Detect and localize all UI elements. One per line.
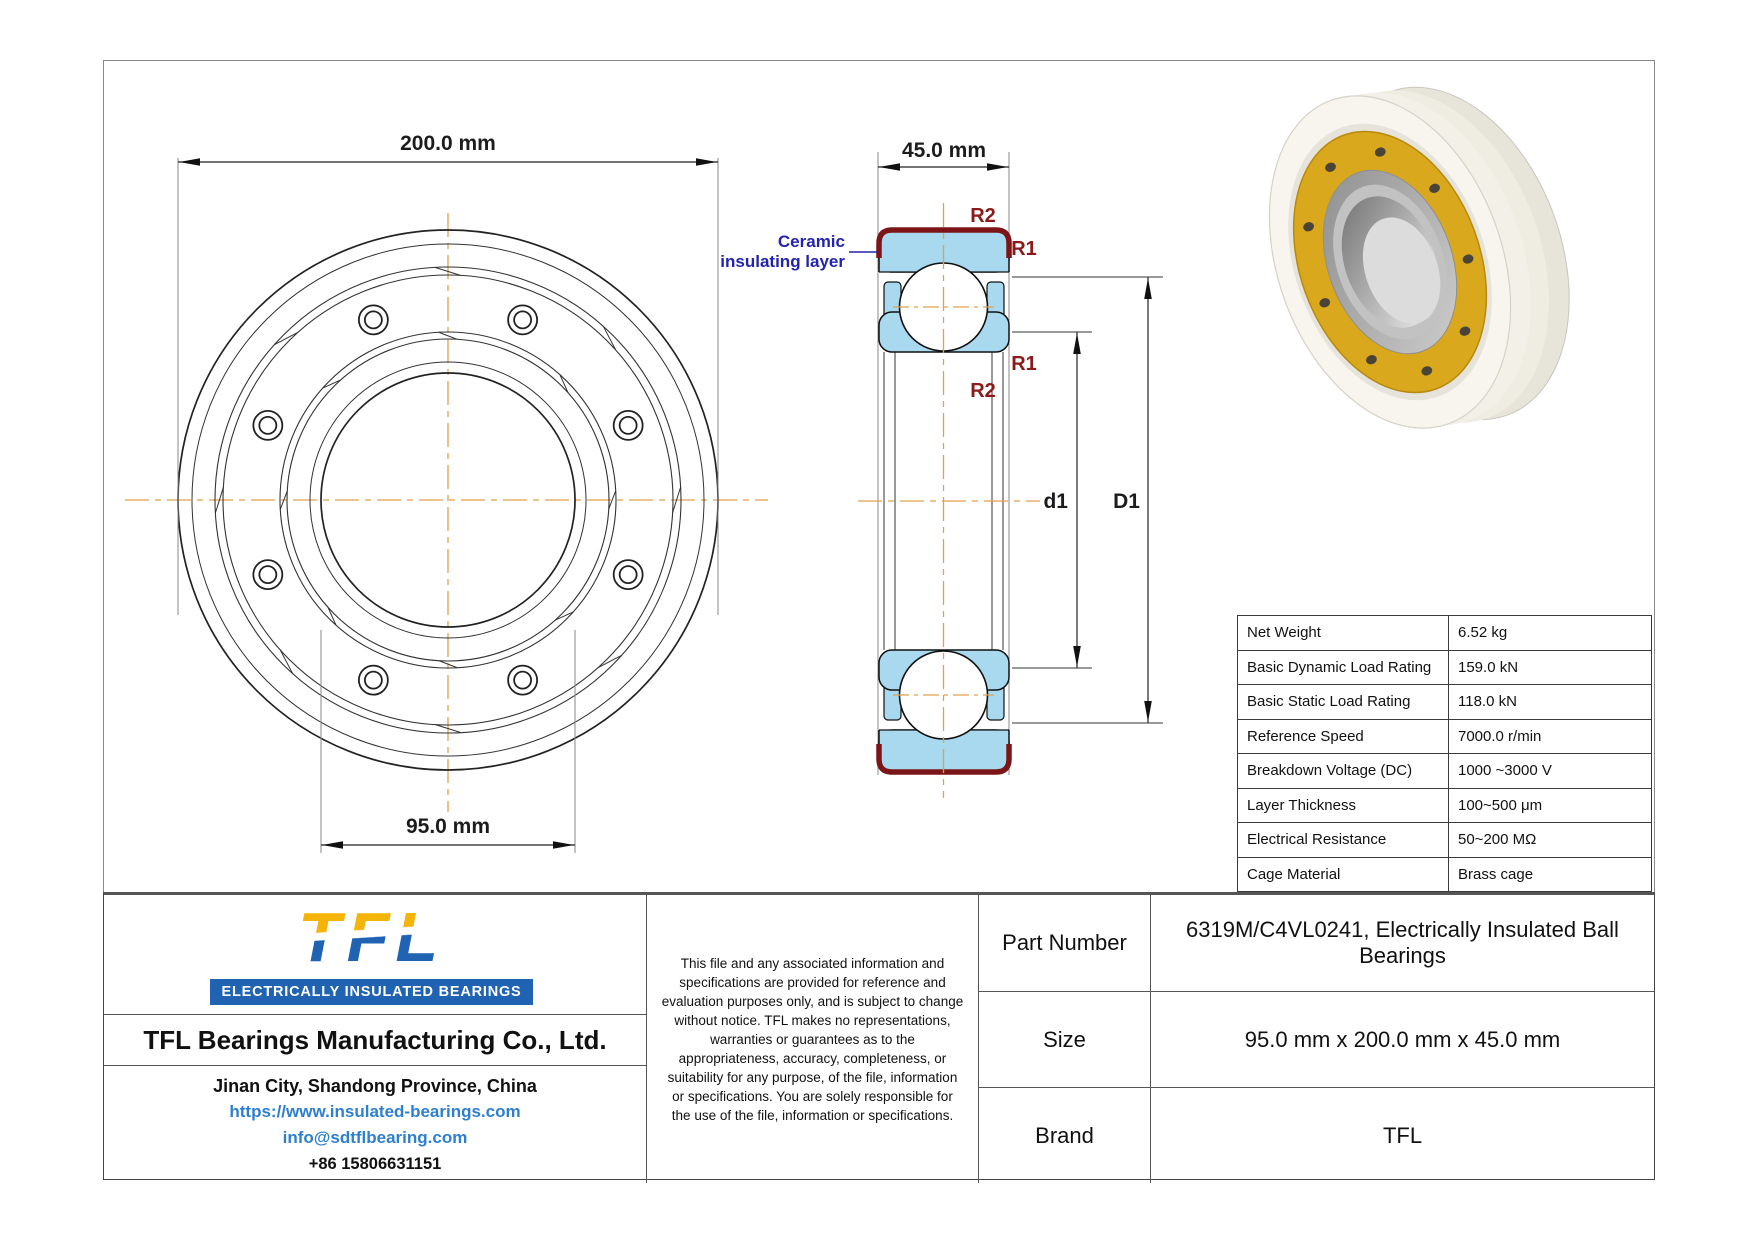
- bore-diameter-dimension: 95.0 mm: [405, 815, 491, 838]
- spec-value: 118.0 kN: [1458, 693, 1517, 711]
- outer-diameter-dimension: 200.0 mm: [400, 132, 496, 155]
- field-value-part-number: 6319M/C4VL0241, Electrically Insulated Ball Bearings: [1186, 917, 1619, 968]
- table-row: [1238, 650, 1651, 685]
- dimension-D1: [1012, 277, 1163, 723]
- rivet-icon: [620, 566, 637, 583]
- spec-value: 50~200 MΩ: [1458, 831, 1537, 849]
- rivet-icon: [365, 672, 382, 689]
- disclaimer-text: This file and any associated information and specifications are provided for reference and evaluation purposes only, and is subject to change without notice. TFL makes no representations, warranties or guarantees as to the appropriateness, accuracy, completeness, or suitability for any purpose, of the file, information or specifications. You are solely responsible for the use of the file, information or specifications.: [647, 895, 979, 1183]
- spec-label: Electrical Resistance: [1238, 823, 1449, 857]
- table-row: [1238, 753, 1651, 788]
- spec-label: Breakdown Voltage (DC): [1238, 754, 1449, 788]
- spec-value: Brass cage: [1458, 865, 1534, 883]
- logo-banner: ELECTRICALLY INSULATED BEARINGS: [210, 979, 533, 1005]
- title-block: [103, 892, 1655, 1180]
- d1-label: d1: [1043, 490, 1068, 513]
- website-link[interactable]: https://www.insulated-bearings.com: [229, 1101, 521, 1121]
- spec-label: Reference Speed: [1238, 720, 1449, 754]
- email-link[interactable]: info@sdtflbearing.com: [282, 1127, 468, 1147]
- dimension-45mm: [878, 139, 1009, 167]
- ceramic-label-line1: Ceramic: [777, 232, 845, 251]
- table-row: [1238, 857, 1651, 892]
- field-value-brand: TFL: [1151, 1087, 1654, 1183]
- field-label-brand: Brand: [979, 1087, 1151, 1183]
- rivet-icon: [620, 417, 637, 434]
- ceramic-label-line2: insulating layer: [720, 252, 845, 271]
- field-label-part-number: Part Number: [979, 895, 1151, 991]
- spec-value: 1000 ~3000 V: [1458, 762, 1552, 780]
- r2-top-label: R2: [970, 205, 996, 227]
- rivet-icon: [365, 311, 382, 328]
- r1-mid-label: R1: [1011, 353, 1037, 375]
- spec-label: Cage Material: [1238, 858, 1449, 892]
- field-value-size: 95.0 mm x 200.0 mm x 45.0 mm: [1151, 991, 1654, 1087]
- ceramic-callout: [720, 232, 878, 271]
- spec-label: Layer Thickness: [1238, 789, 1449, 823]
- spec-value: 159.0 kN: [1458, 658, 1519, 676]
- tfl-logo: [210, 897, 533, 982]
- r2-mid-label: R2: [970, 380, 996, 402]
- table-row: [1238, 719, 1651, 754]
- tfl-logo-graphic: [210, 897, 533, 977]
- table-row: [1238, 684, 1651, 719]
- width-dimension: 45.0 mm: [901, 139, 987, 162]
- D1-label: D1: [1113, 490, 1140, 513]
- spec-label: Basic Static Load Rating: [1238, 685, 1449, 719]
- company-name: TFL Bearings Manufacturing Co., Ltd.: [104, 1014, 647, 1065]
- table-row: [1238, 788, 1651, 823]
- rivet-icon: [514, 672, 531, 689]
- rivet-icon: [514, 311, 531, 328]
- spec-value: 7000.0 r/min: [1458, 727, 1542, 745]
- spec-label: Net Weight: [1238, 616, 1449, 650]
- contact-cell: [104, 1065, 647, 1183]
- front-view: [125, 213, 768, 812]
- dimension-d1: [1012, 332, 1092, 668]
- table-row: [1238, 616, 1651, 650]
- spec-value: 6.52 kg: [1458, 624, 1508, 642]
- spec-table: [1237, 615, 1652, 892]
- phone-number: +86 15806631151: [308, 1154, 442, 1173]
- table-row: [1238, 822, 1651, 857]
- spec-label: Basic Dynamic Load Rating: [1238, 651, 1449, 685]
- rivet-icon: [259, 417, 276, 434]
- bearing-3d-render: [1226, 42, 1613, 473]
- logo-cell: [104, 895, 647, 1014]
- company-address: Jinan City, Shandong Province, China: [213, 1075, 537, 1096]
- rivet-icon: [259, 566, 276, 583]
- r1-top-label: R1: [1011, 238, 1037, 260]
- tfl-logo-text: TFL: [297, 898, 445, 976]
- field-label-size: Size: [979, 991, 1151, 1087]
- spec-value: 100~500 μm: [1458, 796, 1543, 814]
